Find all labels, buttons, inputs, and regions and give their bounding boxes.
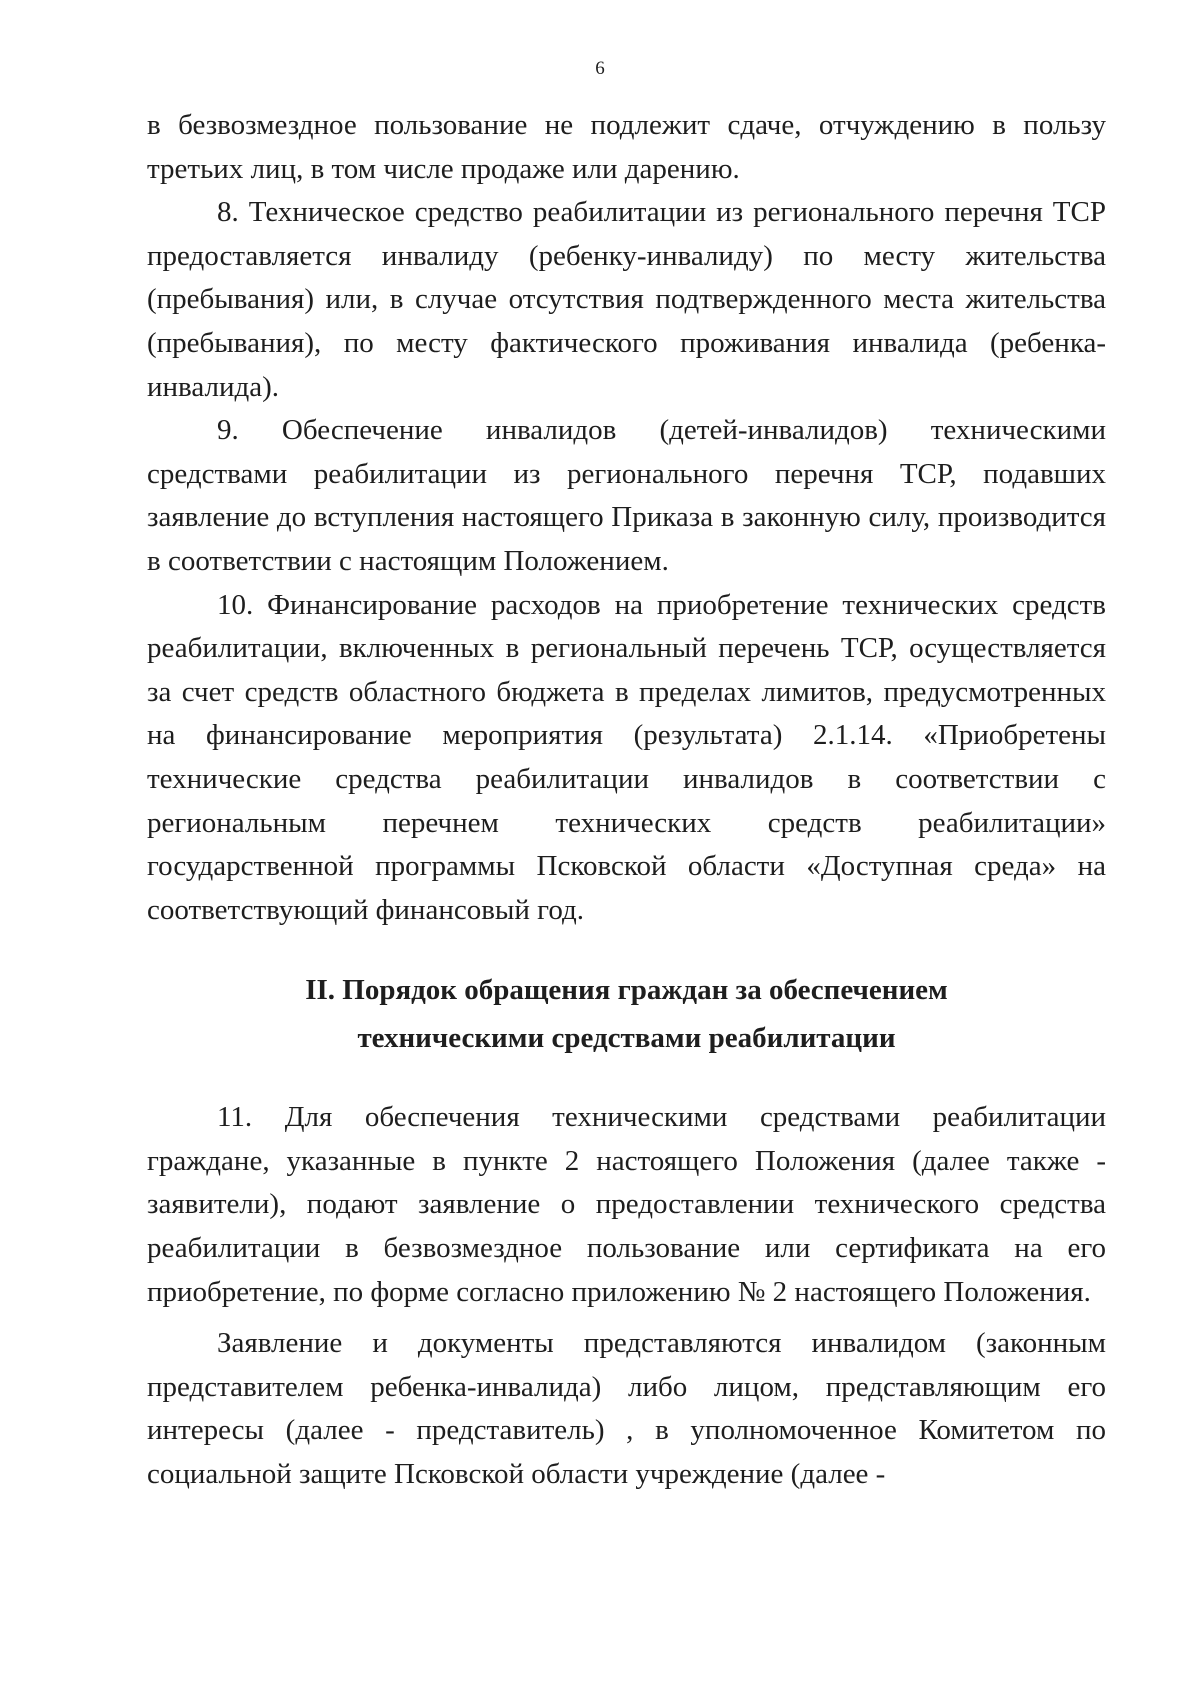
document-body — [147, 104, 1106, 1497]
section-heading — [147, 966, 1106, 1062]
page-number: 6 — [595, 58, 605, 79]
paragraph-item-11: 11. Для обеспечения техническими средствами реабилитации граждане, указанные в пункте 2 настоящего Положения (далее также - заявители), подают заявление о предоставлении технического средства реабилитации в безвозмездное пользование или сертификата на его приобретение, по форме согласно приложению № 2 настоящего Положения. — [147, 1101, 1106, 1308]
paragraph-item-9: 9. Обеспечение инвалидов (детей-инвалидов) техническими средствами реабилитации из регионального перечня ТСР, подавших заявление до вступления настоящего Приказа в законную силу, производится в соответствии с настоящим Положением. — [147, 414, 1106, 577]
paragraph-application-documents: Заявление и документы представляются инвалидом (законным представителем ребенка-инвалида) либо лицом, представляющим его интересы (далее - представитель) , в уполномоченное Комитетом по социальной защите Псковской области учреждение (далее - — [147, 1327, 1106, 1491]
paragraph-item-8: 8. Техническое средство реабилитации из регионального перечня ТСР предоставляется инвалиду (ребенку-инвалиду) по месту жительства (пребывания) или, в случае отсутствия подтвержденного места жительства (пребывания), по месту фактического проживания инвалида (ребенка-инвалида). — [147, 196, 1106, 403]
section-heading-line-2: техническими средствами реабилитации — [357, 1022, 896, 1055]
paragraph-continuation: в безвозмездное пользование не подлежит сдаче, отчуждению в пользу третьих лиц, в том числе продаже или дарению. — [147, 109, 1106, 185]
paragraph-item-10: 10. Финансирование расходов на приобретение технических средств реабилитации, включенных в региональный перечень ТСР, осуществляется за счет средств областного бюджета в пределах лимитов, предусмотренных на финансирование мероприятия (результата) 2.1.14. «Приобретены технические средства реабилитации инвалидов в соответствии с региональным перечнем технических средств реабилитации» государственной программы Псковской области «Доступная среда» на соответствующий финансовый год. — [147, 588, 1106, 926]
section-heading-line-1: II. Порядок обращения граждан за обеспечением — [305, 974, 948, 1007]
